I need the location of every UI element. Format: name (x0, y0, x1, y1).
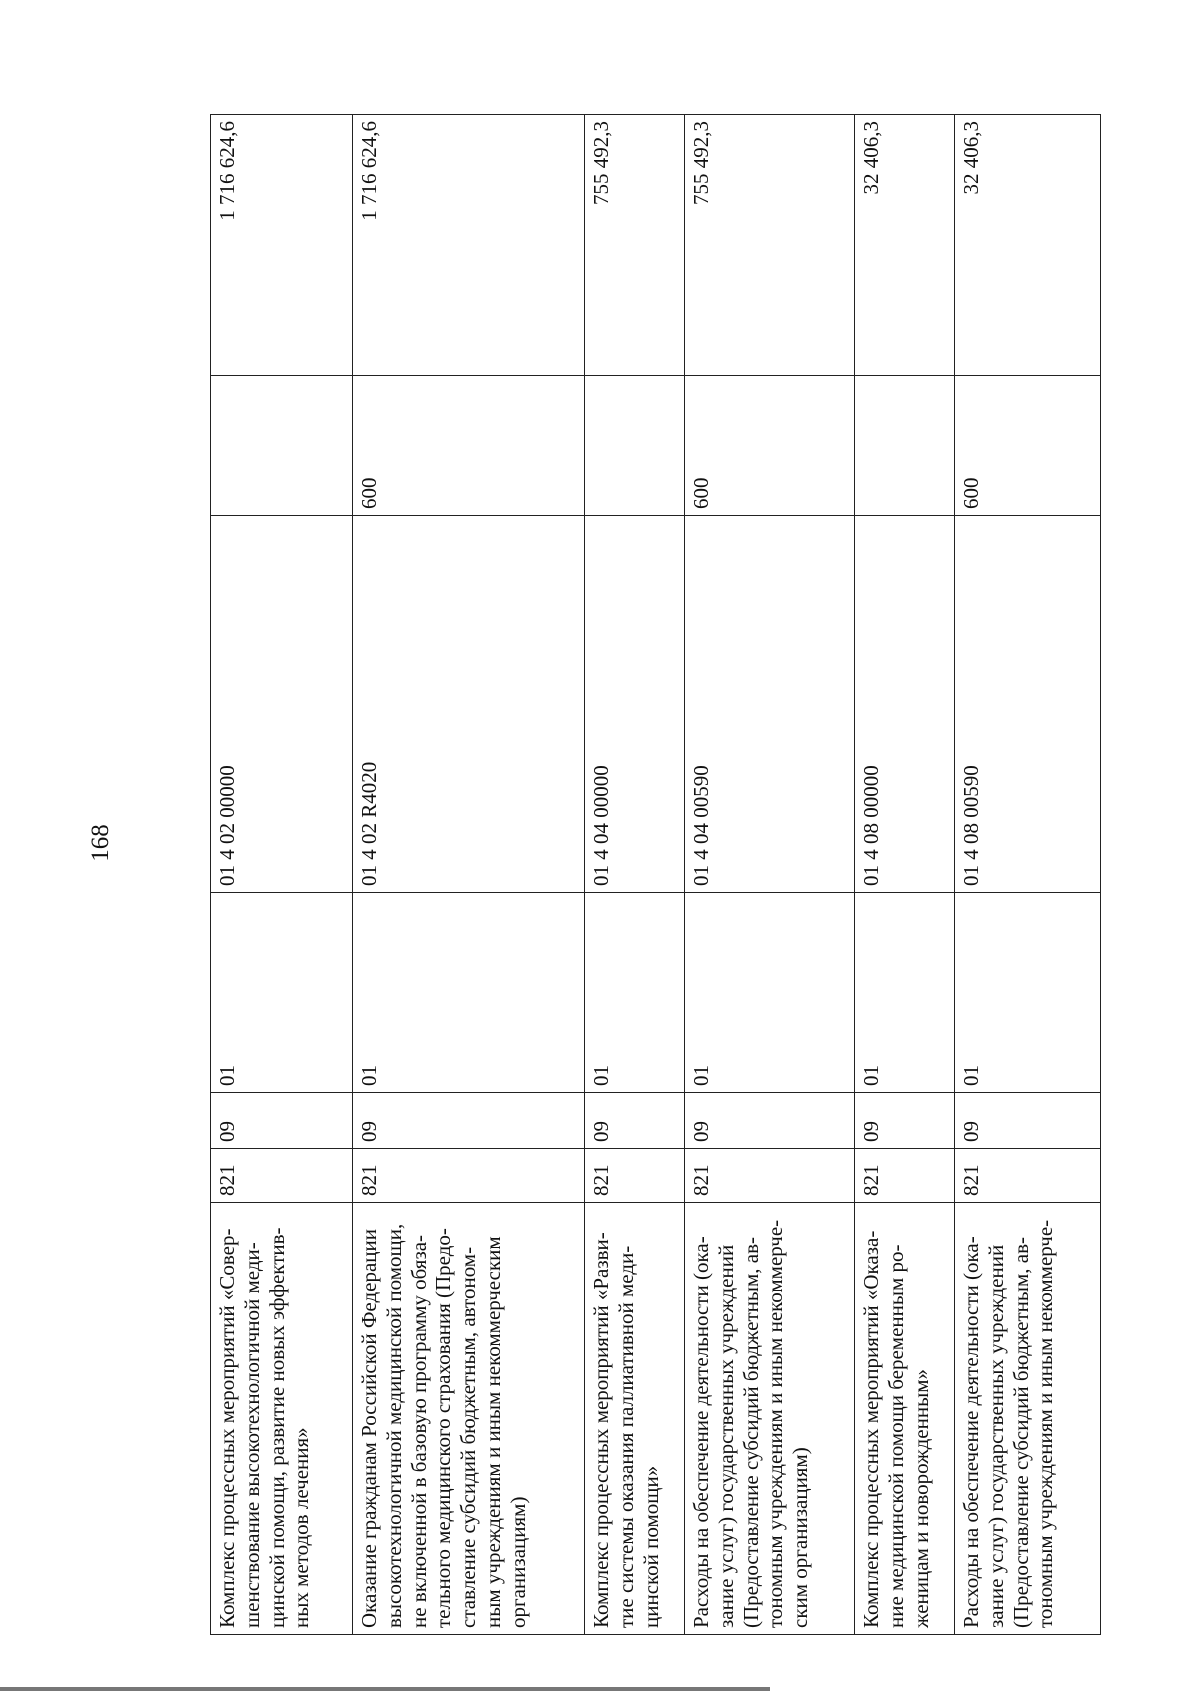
row-amount: 755 492,3 (685, 115, 855, 376)
row-subsection: 01 (585, 893, 685, 1093)
row-expense-type (585, 376, 685, 516)
row-expense-type (855, 376, 955, 516)
row-name: Комплекс процессных мероприятий «Оказа-ние медицинской помощи беременным ро-женицам и новорожденным» (855, 1203, 955, 1635)
budget-table (210, 114, 1101, 1635)
row-admin-code: 821 (855, 1149, 955, 1203)
row-amount: 32 406,3 (855, 115, 955, 376)
row-amount: 32 406,3 (955, 115, 1101, 376)
row-admin-code: 821 (211, 1149, 353, 1203)
table-row (585, 115, 685, 1635)
row-subsection: 01 (855, 893, 955, 1093)
row-expense-type: 600 (955, 376, 1101, 516)
row-section: 09 (955, 1093, 1101, 1149)
scan-edge-line (0, 1687, 770, 1691)
table-row (211, 115, 353, 1635)
row-section: 09 (353, 1093, 585, 1149)
row-target-article: 01 4 02 R4020 (353, 516, 585, 893)
row-subsection: 01 (211, 893, 353, 1093)
row-admin-code: 821 (685, 1149, 855, 1203)
row-name: Расходы на обеспечение деятельности (ока-зание услуг) государственных учреждений (Предоставление субсидий бюджетным, ав-тономным учреждениям и иным некоммерче-ским организациям) (685, 1203, 855, 1635)
row-target-article: 01 4 08 00000 (855, 516, 955, 893)
row-name: Комплекс процессных мероприятий «Разви-тие системы оказания паллиативной меди-цинской помощи» (585, 1203, 685, 1635)
row-admin-code: 821 (353, 1149, 585, 1203)
table-row (955, 115, 1101, 1635)
row-subsection: 01 (955, 893, 1101, 1093)
row-amount: 1 716 624,6 (353, 115, 585, 376)
budget-table-container (210, 115, 1100, 1635)
row-target-article: 01 4 08 00590 (955, 516, 1101, 893)
row-name: Расходы на обеспечение деятельности (ока-зание услуг) государственных учреждений (Предоставление субсидий бюджетным, ав-тономным учреждениям и иным некоммерче- (955, 1203, 1101, 1635)
row-target-article: 01 4 02 00000 (211, 516, 353, 893)
page-number: 168 (87, 824, 114, 862)
row-admin-code: 821 (585, 1149, 685, 1203)
row-section: 09 (211, 1093, 353, 1149)
row-target-article: 01 4 04 00000 (585, 516, 685, 893)
row-name: Оказание гражданам Российской Федерации высокотехнологичной медицинской помощи, не включенной в базовую программу обяза-тельного медицинского страхования (Предо-ставление субсидий бюджетным, автоном-ным учреждениям и иным некоммерческим организациям) (353, 1203, 585, 1635)
table-row (353, 115, 585, 1635)
row-admin-code: 821 (955, 1149, 1101, 1203)
row-name: Комплекс процессных мероприятий «Совер-шенствование высокотехнологичной меди-цинской помощи, развитие новых эффектив-ных методов лечения» (211, 1203, 353, 1635)
row-amount: 1 716 624,6 (211, 115, 353, 376)
row-expense-type: 600 (685, 376, 855, 516)
table-row (855, 115, 955, 1635)
row-target-article: 01 4 04 00590 (685, 516, 855, 893)
row-expense-type: 600 (353, 376, 585, 516)
row-subsection: 01 (353, 893, 585, 1093)
row-section: 09 (855, 1093, 955, 1149)
table-row (685, 115, 855, 1635)
row-expense-type (211, 376, 353, 516)
row-section: 09 (685, 1093, 855, 1149)
row-amount: 755 492,3 (585, 115, 685, 376)
row-subsection: 01 (685, 893, 855, 1093)
row-section: 09 (585, 1093, 685, 1149)
